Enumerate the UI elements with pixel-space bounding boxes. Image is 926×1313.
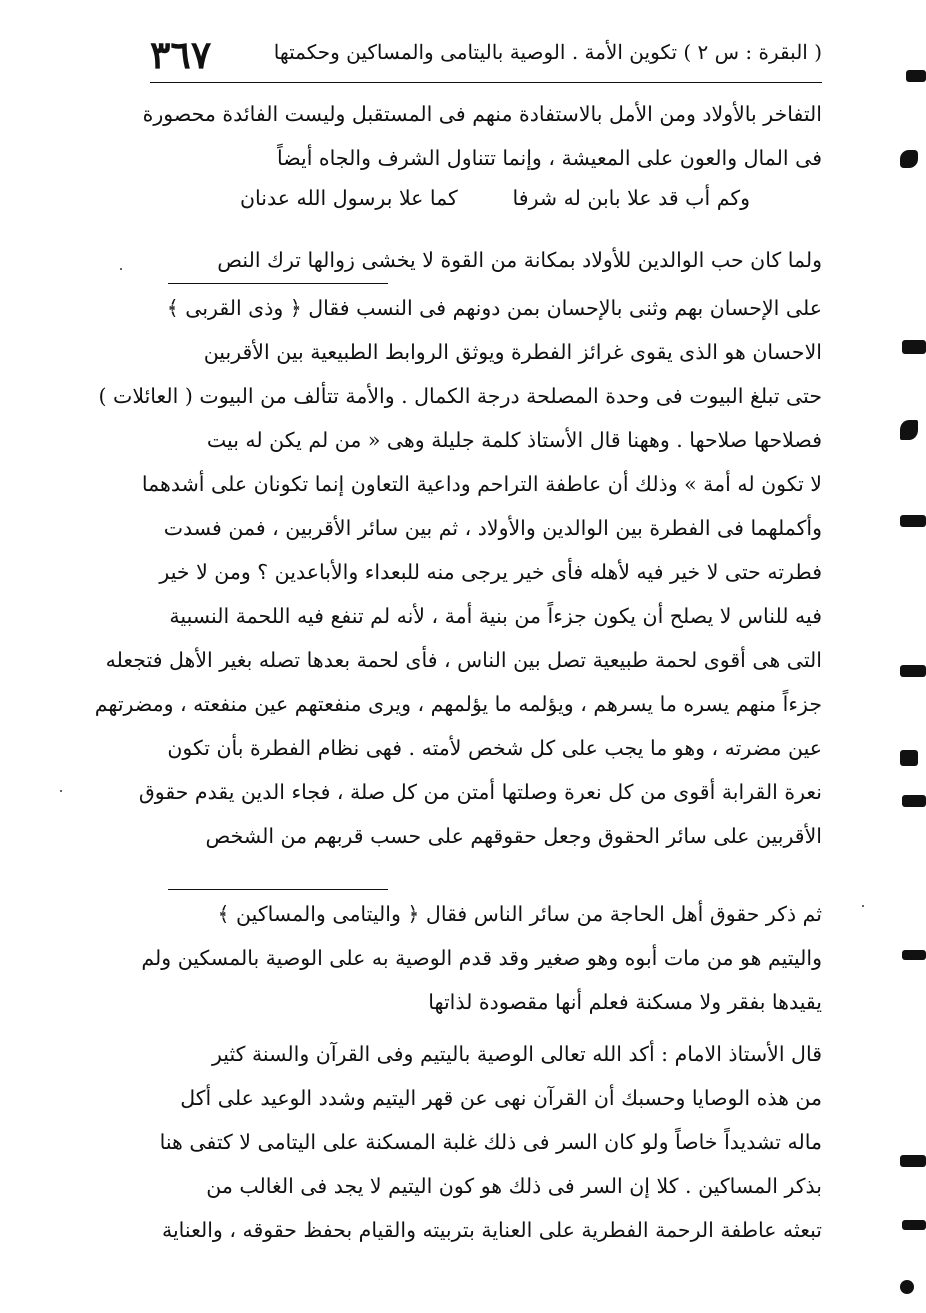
text-line: فصلاحها صلاحها . وههنا قال الأستاذ كلمة جليلة وهى « من لم يكن له بيت	[206, 428, 822, 452]
section-rule	[168, 283, 388, 284]
margin-mark	[902, 340, 926, 354]
scan-speck	[60, 790, 62, 792]
margin-mark	[900, 750, 918, 766]
margin-mark	[900, 1280, 914, 1294]
text-line: يقيدها بفقر ولا مسكنة فعلم أنها مقصودة لذاتها	[428, 990, 822, 1014]
text-line: على الإحسان بهم وثنى بالإحسان بمن دونهم فى النسب فقال ﴿ وذى القربى ﴾	[166, 296, 822, 320]
text-line: قال الأستاذ الامام : أكد الله تعالى الوصية باليتيم وفى القرآن والسنة كثير	[211, 1042, 822, 1066]
page-number: ٣٦٧	[150, 32, 212, 77]
text-line: واليتيم هو من مات أبوه وهو صغير وقد قدم الوصية به على الوصية بالمسكين ولم	[141, 946, 822, 970]
text-line: فيه للناس لا يصلح أن يكون جزءاً من بنية أمة ، لأنه لم تنفع فيه اللحمة النسبية	[169, 604, 822, 628]
verse-first-hemistich: وكم أب قد علا بابن له شرفا	[512, 186, 750, 210]
header-rule	[150, 82, 822, 83]
poetry-verse	[230, 176, 750, 220]
margin-mark	[900, 420, 918, 440]
text-line: التى هى أقوى لحمة طبيعية تصل بين الناس ، فأى لحمة بعدها تصله بغير الأهل فتجعله	[105, 648, 822, 672]
text-line: فى المال والعون على المعيشة ، وإنما تتناول الشرف والجاه أيضاً	[276, 146, 822, 170]
paragraph-kin-body	[94, 286, 822, 858]
text-line: ثم ذكر حقوق أهل الحاجة من سائر الناس فقال ﴿ واليتامى والمساكين ﴾	[217, 902, 822, 926]
scan-speck	[120, 268, 122, 270]
margin-mark	[902, 795, 926, 807]
intro-paragraph	[142, 92, 822, 180]
paragraph-kin	[168, 238, 822, 282]
text-line: جزءاً منهم يسره ما يسرهم ، ويؤلمه ما يؤلمهم ، ويرى منفعتهم عين منفعته ، ومضرتهم	[94, 692, 822, 716]
margin-mark	[900, 1155, 926, 1167]
text-line: حتى تبلغ البيوت فى وحدة المصلحة درجة الكمال . والأمة تتألف من البيوت ( العائلات )	[98, 384, 822, 408]
text-line: تبعثه عاطفة الرحمة الفطرية على العناية بتربيته والقيام بحفظ حقوقه ، والعناية	[161, 1218, 822, 1242]
text-line: التفاخر بالأولاد ومن الأمل بالاستفادة منهم فى المستقبل وليست الفائدة محصورة	[142, 102, 822, 126]
paragraph-orphans	[141, 892, 822, 1024]
text-line: فطرته حتى لا خير فيه لأهله فأى خير يرجى منه للبعداء والأباعدين ؟ ومن لا خير	[159, 560, 822, 584]
verse-second-hemistich: كما علا برسول الله عدنان	[240, 186, 458, 210]
text-line: الأقربين على سائر الحقوق وجعل حقوقهم على حسب قربهم من الشخص	[205, 824, 822, 848]
text-line: عين مضرته ، وهو ما يجب على كل شخص لأمته . فهى نظام الفطرة بأن تكون	[167, 736, 822, 760]
margin-mark	[902, 950, 926, 960]
margin-mark	[900, 665, 926, 677]
running-title: ( البقرة : س ٢ ) تكوين الأمة . الوصية باليتامى والمساكين وحكمتها	[273, 40, 822, 64]
margin-mark	[900, 515, 926, 527]
section-rule	[168, 889, 388, 890]
margin-mark	[900, 150, 918, 168]
margin-mark	[906, 70, 926, 82]
text-line: من هذه الوصايا وحسبك أن القرآن نهى عن قهر اليتيم وشدد الوعيد على أكل	[180, 1086, 822, 1110]
running-header	[150, 28, 822, 80]
text-line: لا تكون له أمة » وذلك أن عاطفة التراحم وداعية التعاون إنما تكونان على أشدهما	[141, 472, 822, 496]
text-line: ولما كان حب الوالدين للأولاد بمكانة من القوة لا يخشى زوالها ترك النص	[217, 248, 822, 272]
text-line: الاحسان هو الذى يقوى غرائز الفطرة ويوثق الروابط الطبيعية بين الأقربين	[203, 340, 822, 364]
margin-mark	[902, 1220, 926, 1230]
text-line: ماله تشديداً خاصاً ولو كان السر فى ذلك غلبة المسكنة على اليتامى لا كتفى هنا	[159, 1130, 822, 1154]
text-line: نعرة القرابة أقوى من كل نعرة وصلتها أمتن من كل صلة ، فجاء الدين يقدم حقوق	[138, 780, 822, 804]
text-line: بذكر المساكين . كلا إن السر فى ذلك هو كون اليتيم لا يجد فى الغالب من	[206, 1174, 822, 1198]
scan-speck	[862, 905, 864, 907]
text-line: وأكملهما فى الفطرة بين الوالدين والأولاد ، ثم بين سائر الأقربين ، فمن فسدت	[163, 516, 822, 540]
paragraph-imam	[159, 1032, 822, 1252]
